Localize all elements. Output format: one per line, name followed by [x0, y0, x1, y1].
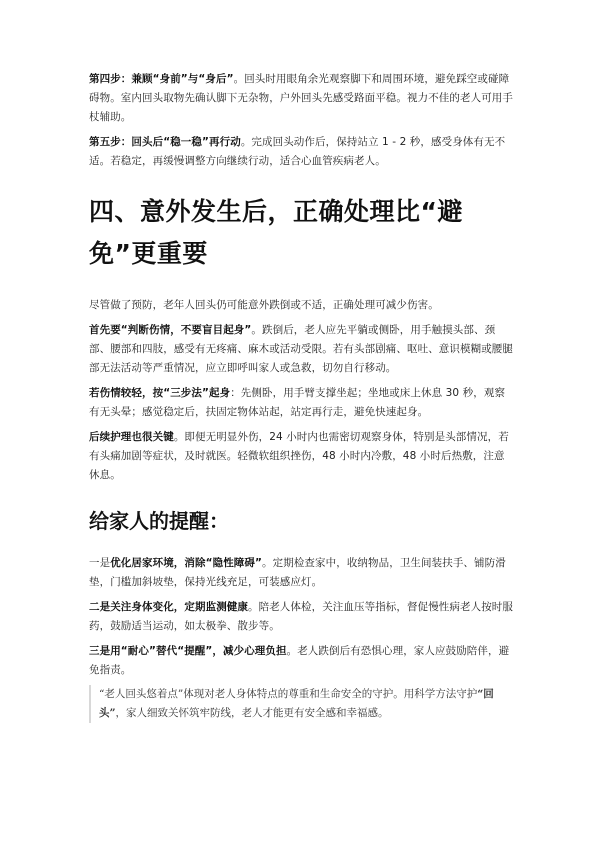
section4-title: 四、意外发生后，正确处理比“避免”更重要 [89, 197, 463, 268]
step5-lead: 第五步：回头后“稳一稳”再行动 [89, 136, 241, 148]
minor-lead: 若伤情较轻，按“三步法”起身 [89, 387, 231, 399]
tip1-paragraph [89, 554, 514, 592]
aftercare-paragraph [89, 428, 514, 485]
tip2-lead: 二是关注身体变化，定期监测健康 [89, 601, 248, 613]
minor-body: ：先侧卧，用手臂支撑坐起；坐地或床上休息 30 秒，观察有无头晕；感觉稳定后，扶固定物体站起，站定再行走，避免快速起身。 [89, 387, 506, 418]
tip1-prefix: 一是 [89, 557, 111, 569]
judge-lead: 首先要“判断伤情，不要盲目起身” [89, 324, 252, 336]
judge-body: 。跌倒后，老人应先平躺或侧卧，用手触摸头部、颈部、腰部和四肢，感受有无疼痛、麻木或活动受限。若有头部剧痛、呕吐、意识模糊或腰腿部无法活动等严重情况，应立即呼叫家人或急救，切勿自行移动。 [89, 324, 513, 374]
step4-body: 。回头时用眼角余光观察脚下和周围环境，避免踩空或碰障碍物。室内回头取物先确认脚下无杂物，户外回头先感受路面平稳。视力不佳的老人可用手杖辅助。 [89, 73, 513, 123]
step5-paragraph [89, 133, 514, 171]
minor-injury-paragraph [89, 384, 514, 422]
aftercare-lead: 后续护理也很关键 [89, 431, 174, 443]
tip3-body: 。老人跌倒后有恐惧心理，家人应鼓励陪伴，避免指责。 [89, 645, 510, 676]
step5-body: 。完成回头动作后，保持站立 1 - 2 秒，感受身体有无不适。若稳定，再缓慢调整方向继续行动，适合心血管疾病老人。 [89, 136, 506, 167]
quote-part3: ，家人细致关怀筑牢防线，老人才能更有安全感和幸福感。 [115, 707, 389, 719]
quote-part1: “老人回头悠着点”体现对老人身体特点的尊重和生命安全的守护。用科学方法守护 [99, 688, 478, 700]
step4-paragraph [89, 70, 514, 127]
aftercare-body: 。即便无明显外伤，24 小时内也需密切观察身体，特别是头部情况，若有头痛加剧等症状，及时就医。轻微软组织挫伤，48 小时内冷敷，48 小时后热敷，注意休息。 [89, 431, 509, 481]
judge-paragraph [89, 321, 514, 378]
step4-lead: 第四步：兼顾“身前”与“身后” [89, 73, 234, 85]
closing-quote [89, 685, 514, 723]
tip3-lead: 三是用“耐心”替代“提醒”，减少心理负担 [89, 645, 287, 657]
tip3-paragraph [89, 642, 514, 680]
quote-part2: “回头” [99, 688, 494, 719]
tip1-lead: 优化居家环境，消除“隐性障碍” [110, 557, 263, 569]
family-reminder-title: 给家人的提醒： [89, 509, 229, 533]
section4-intro: 尽管做了预防，老年人回头仍可能意外跌倒或不适，正确处理可减少伤害。 [89, 299, 439, 311]
tip2-paragraph [89, 598, 514, 636]
tip2-body: 。陪老人体检，关注血压等指标，督促慢性病老人按时服药，鼓励适当运动，如太极拳、散步等。 [89, 601, 513, 632]
article [89, 70, 514, 723]
tip1-body: 。定期检查家中，收纳物品，卫生间装扶手、铺防滑垫，门槛加斜坡垫，保持光线充足，可装感应灯。 [89, 557, 506, 588]
